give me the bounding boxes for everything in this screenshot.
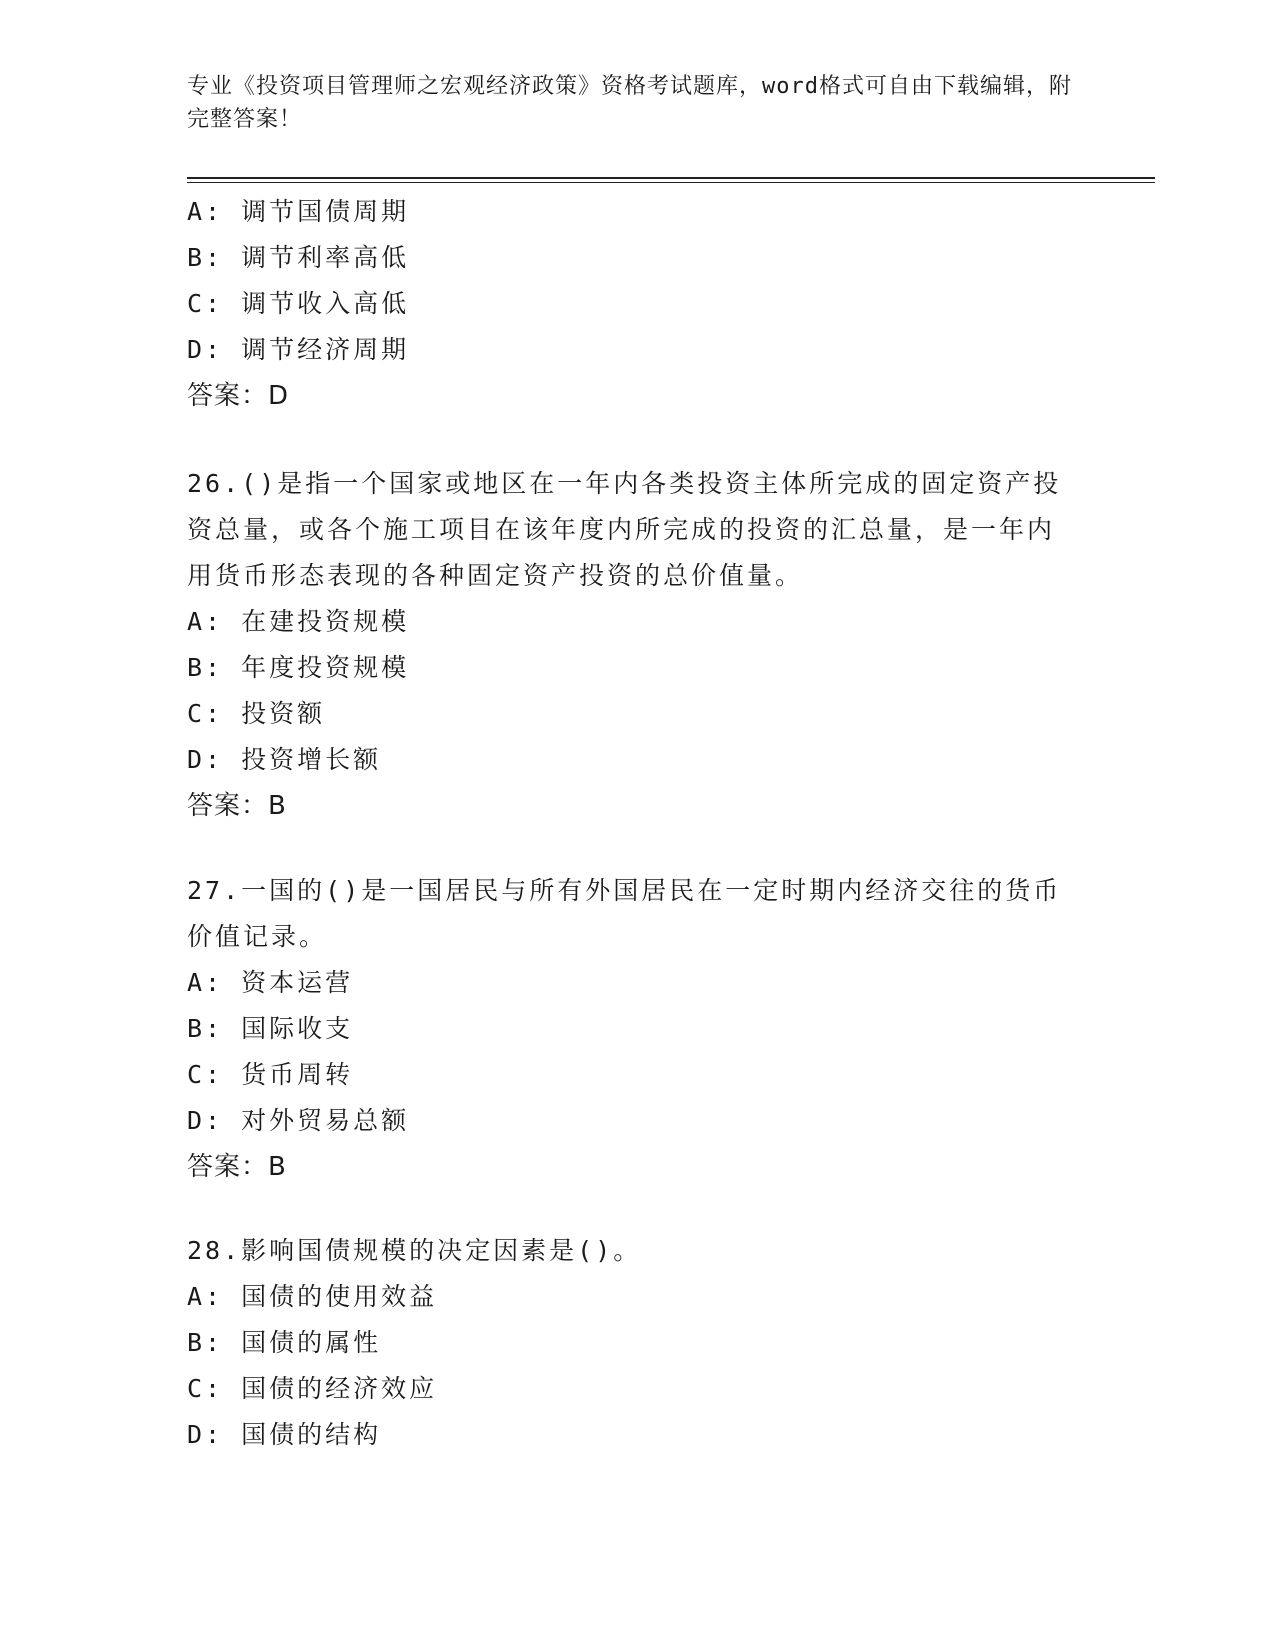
option-c: C: 国债的经济效应 <box>187 1374 438 1403</box>
option-d: D: 调节经济周期 <box>187 335 410 364</box>
question-25 <box>187 189 1087 419</box>
option-d: D: 国债的结构 <box>187 1420 382 1449</box>
header-divider-thin <box>187 182 1155 183</box>
header-divider <box>187 177 1155 179</box>
question-text: 27.一国的()是一国居民与所有外国居民在一定时期内经济交往的货币价值记录。 <box>187 876 1062 951</box>
answer-label: 答案：B <box>187 1152 287 1182</box>
option-a: A: 资本运营 <box>187 968 354 997</box>
document-intro: 专业《投资项目管理师之宏观经济政策》资格考试题库，word格式可自由下载编辑，附完整答案！ <box>187 74 1072 132</box>
question-27 <box>187 868 1087 1190</box>
option-a: A: 国债的使用效益 <box>187 1282 438 1311</box>
question-text: 28.影响国债规模的决定因素是()。 <box>187 1236 642 1265</box>
question-text: 26.()是指一个国家或地区在一年内各类投资主体所完成的固定资产投资总量，或各个施工项目在该年度内所完成的投资的汇总量，是一年内用货币形态表现的各种固定资产投资的总价值量。 <box>187 469 1062 590</box>
option-c: C: 货币周转 <box>187 1060 354 1089</box>
option-d: D: 对外贸易总额 <box>187 1106 410 1135</box>
question-26 <box>187 461 1087 829</box>
answer-label: 答案：D <box>187 381 290 411</box>
option-b: B: 国债的属性 <box>187 1328 382 1357</box>
option-a: A: 调节国债周期 <box>187 197 410 226</box>
option-b: B: 调节利率高低 <box>187 243 410 272</box>
option-c: C: 投资额 <box>187 699 326 728</box>
option-b: B: 国际收支 <box>187 1014 354 1043</box>
answer-label: 答案：B <box>187 791 287 821</box>
option-a: A: 在建投资规模 <box>187 607 410 636</box>
option-c: C: 调节收入高低 <box>187 289 410 318</box>
option-b: B: 年度投资规模 <box>187 653 410 682</box>
option-d: D: 投资增长额 <box>187 745 382 774</box>
question-28 <box>187 1228 1087 1458</box>
